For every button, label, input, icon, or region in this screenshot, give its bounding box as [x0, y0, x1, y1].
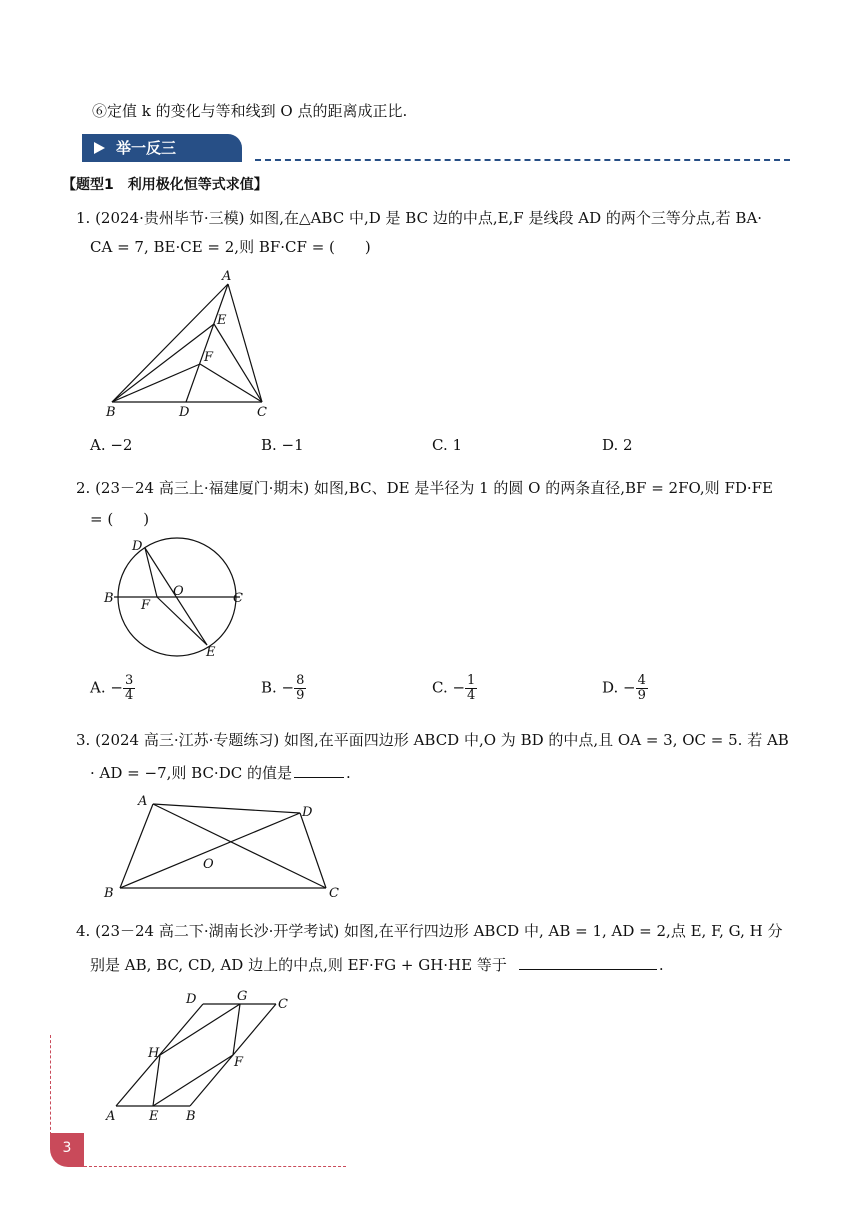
fig2-label-f: F — [141, 598, 151, 613]
fig2-label-o: O — [173, 584, 184, 599]
fig4-label-c: C — [278, 997, 288, 1012]
q2-line2: = ( ) — [90, 510, 150, 528]
page-corner-dash-horizontal — [84, 1166, 346, 1167]
q2-option-a[interactable] — [90, 674, 135, 703]
fig3-label-d: D — [302, 805, 313, 820]
q4-line2 — [90, 953, 664, 976]
q2-option-b[interactable] — [261, 674, 306, 703]
q2-option-c-fraction — [465, 674, 477, 703]
fig3-label-c: C — [329, 886, 339, 901]
q4-line1: 4. (23－24 高二下·湖南长沙·开学考试) 如图,在平行四边形 ABCD 中, AB = 1, AD = 2,点 E, F, G, H 分 — [76, 922, 783, 940]
fig4-label-b: B — [186, 1109, 196, 1124]
fig4-label-f: F — [234, 1055, 244, 1070]
q2-figure — [100, 532, 260, 662]
q1-option-c[interactable]: C. 1 — [432, 436, 463, 454]
fig1-label-c: C — [257, 405, 267, 420]
page-number: 3 — [50, 1133, 84, 1167]
q4-line2-text: 别是 AB, BC, CD, AD 边上的中点,则 EF·FG + GH·HE 等于 — [90, 956, 507, 974]
fig2-label-d: D — [132, 539, 143, 554]
fig4-label-d: D — [186, 992, 197, 1007]
fig1-label-e: E — [217, 313, 227, 328]
fraction-denominator: 9 — [296, 688, 305, 703]
q2-option-d[interactable] — [602, 674, 648, 703]
q1-option-b[interactable]: B. −1 — [261, 436, 304, 454]
q3-line2 — [90, 761, 351, 784]
q1-option-d[interactable]: D. 2 — [602, 436, 633, 454]
q4-line2-end: . — [658, 956, 664, 974]
fig1-label-b: B — [106, 405, 116, 420]
q2-option-c[interactable] — [432, 674, 477, 703]
fraction-numerator: 4 — [637, 673, 646, 688]
q4-figure — [100, 986, 300, 1126]
page-corner-dash-vertical — [50, 1035, 51, 1135]
fig2-label-b: B — [104, 591, 114, 606]
type-heading: 【题型1 利用极化恒等式求值】 — [62, 177, 268, 193]
q1-line2: CA = 7, BE·CE = 2,则 BF·CF = ( ) — [90, 238, 371, 256]
banner-dash-divider — [255, 159, 790, 161]
fig2-label-e: E — [206, 645, 216, 660]
fig3-label-o: O — [203, 857, 214, 872]
q4-answer-blank[interactable] — [519, 953, 657, 970]
fig3-label-a: A — [138, 794, 148, 809]
fig1-label-d: D — [179, 405, 190, 420]
fraction-denominator: 4 — [467, 688, 476, 703]
q3-line2-end: . — [345, 764, 351, 782]
fig3-label-b: B — [104, 886, 114, 901]
q2-option-a-fraction — [123, 674, 135, 703]
q3-figure — [100, 790, 350, 908]
banner-label: 举一反三 — [116, 139, 177, 157]
q2-option-c-letter: C. − — [432, 678, 466, 697]
fraction-numerator: 8 — [296, 673, 305, 688]
q2-option-b-letter: B. − — [261, 678, 295, 697]
q2-option-b-fraction — [294, 674, 306, 703]
q2-option-a-letter: A. − — [90, 678, 123, 697]
q3-line1: 3. (2024 高三·江苏·专题练习) 如图,在平面四边形 ABCD 中,O 为 BD 的中点,且 OA = 3, OC = 5. 若 AB — [76, 731, 789, 749]
fraction-denominator: 9 — [637, 688, 646, 703]
q1-figure — [100, 266, 290, 426]
q1-line1: 1. (2024·贵州毕节·三模) 如图,在△ABC 中,D 是 BC 边的中点,E,F 是线段 AD 的两个三等分点,若 BA· — [76, 209, 763, 227]
q2-option-d-letter: D. − — [602, 678, 636, 697]
fraction-numerator: 1 — [467, 673, 476, 688]
fraction-numerator: 3 — [124, 673, 134, 688]
play-triangle-icon — [94, 142, 105, 154]
q3-line2-text: · AD = −7,则 BC·DC 的值是 — [90, 764, 292, 782]
q2-option-d-fraction — [636, 674, 648, 703]
fig1-label-a: A — [222, 269, 232, 284]
fig4-label-g: G — [237, 989, 248, 1004]
q3-answer-blank[interactable] — [294, 761, 344, 778]
fig2-label-c: C — [233, 591, 243, 606]
fig4-label-e: E — [149, 1109, 159, 1124]
q1-option-a[interactable]: A. −2 — [90, 436, 133, 454]
q2-line1: 2. (23－24 高三上·福建厦门·期末) 如图,BC、DE 是半径为 1 的圆 O 的两条直径,BF = 2FO,则 FD·FE — [76, 479, 774, 497]
section-banner — [82, 134, 242, 162]
fig4-label-h: H — [148, 1046, 160, 1061]
fig4-label-a: A — [106, 1109, 116, 1124]
fig1-label-f: F — [204, 350, 214, 365]
top-note: ⑥定值 k 的变化与等和线到 O 点的距离成正比. — [92, 102, 408, 120]
fraction-denominator: 4 — [124, 688, 134, 703]
